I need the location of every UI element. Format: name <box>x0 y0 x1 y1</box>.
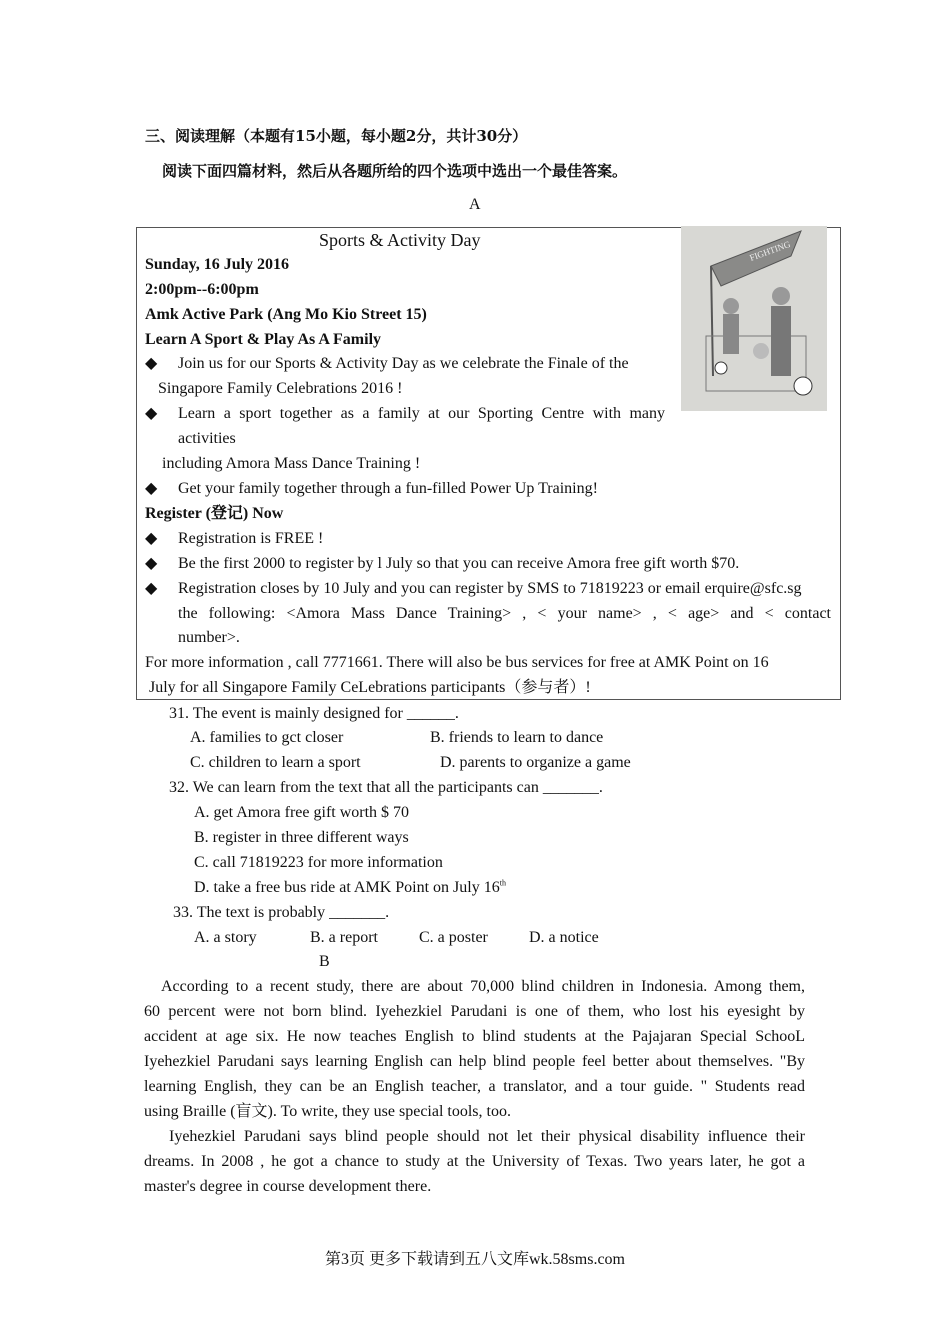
poster-date: Sunday, 16 July 2016 <box>145 256 290 273</box>
bullet-text: Registration is FREE ! <box>178 530 324 547</box>
diamond-bullet-icon: ◆ <box>145 405 158 422</box>
bullet-text: the following: <Amora Mass Dance Training> , < your name> , < age> and < contact <box>178 605 831 622</box>
diamond-bullet-icon: ◆ <box>145 555 158 572</box>
question-31: 31. The event is mainly designed for ______. <box>169 705 459 722</box>
question-32: 32. We can learn from the text that all the participants can _______. <box>169 779 603 796</box>
bullet-text: Join us for our Sports & Activity Day as we celebrate the Finale of the <box>178 355 629 372</box>
passage-line: accident at age six. He now teaches English to blind students at the Pajajaran Special SchooL <box>144 1028 805 1045</box>
passage-line: Iyehezkiel Parudani says blind people should not let their physical disability influence their <box>169 1128 805 1145</box>
diamond-bullet-icon: ◆ <box>145 580 158 597</box>
poster-info: For more information , call 7771661. There will also be bus services for free at AMK Point on 16 <box>145 654 769 671</box>
register-heading: Register (登记) Now <box>145 505 284 522</box>
section-heading: 三、阅读理解（本题有15小题，每小题2分，共计30分） <box>145 127 528 145</box>
bullet-text: Get your family together through a fun-filled Power Up Training! <box>178 480 598 497</box>
passage-line: using Braille (盲文). To write, they use special tools, too. <box>144 1103 511 1120</box>
option: C. call 71819223 for more information <box>194 854 443 871</box>
poster-place: Amk Active Park (Ang Mo Kio Street 15) <box>145 306 427 323</box>
bullet-text: activities <box>178 430 236 447</box>
diamond-bullet-icon: ◆ <box>145 530 158 547</box>
bullet-text: Learn a sport together as a family at our Sporting Centre with many <box>178 405 665 422</box>
bullet-text: including Amora Mass Dance Training ! <box>162 455 421 472</box>
option: A. get Amora free gift worth $ 70 <box>194 804 410 821</box>
family-sports-illustration <box>681 226 827 411</box>
bullet-text: Be the first 2000 to register by l July so that you can receive Amora free gift worth $70. <box>178 555 740 572</box>
poster-time: 2:00pm--6:00pm <box>145 281 259 298</box>
passage-line: According to a recent study, there are about 70,000 blind children in Indonesia. Among them, <box>161 978 805 995</box>
bullet-text: Singapore Family Celebrations 2016 ! <box>158 380 403 397</box>
option: B. friends to learn to dance <box>430 729 604 746</box>
option: D. parents to organize a game <box>440 754 631 771</box>
passage-b-label: B <box>319 953 330 970</box>
option: D. a notice <box>529 929 599 946</box>
poster-slogan: Learn A Sport & Play As A Family <box>145 331 382 348</box>
passage-line: 60 percent were not born blind. Iyehezkiel Parudani is one of them, who lost his eyesight by <box>144 1003 805 1020</box>
poster-info: July for all Singapore Family CeLebrations participants（参与者）! <box>149 679 591 696</box>
section-instruction: 阅读下面四篇材料，然后从各题所给的四个选项中选出一个最佳答案。 <box>162 162 628 180</box>
option: A. a story <box>194 929 257 946</box>
option: B. register in three different ways <box>194 829 409 846</box>
passage-a-label: A <box>469 196 481 213</box>
page-footer: 第3页 更多下载请到五八文库wk.58sms.com <box>324 1251 625 1268</box>
bullet-text: Registration closes by 10 July and you can register by SMS to 71819223 or email erquire@sfc.sg <box>178 580 802 597</box>
diamond-bullet-icon: ◆ <box>145 355 158 372</box>
banner-text: FIGHTING <box>748 238 792 263</box>
poster-title: Sports & Activity Day <box>319 230 481 250</box>
option: C. a poster <box>419 929 488 946</box>
option: C. children to learn a sport <box>190 754 361 771</box>
superscript: th <box>499 878 506 888</box>
option: D. take a free bus ride at AMK Point on July 16 <box>194 879 500 896</box>
bullet-text: number>. <box>178 629 240 646</box>
question-33: 33. The text is probably _______. <box>173 904 390 921</box>
passage-line: master's degree in course development there. <box>144 1178 432 1195</box>
passage-line: learning English, they can be an English teacher, a translator, and a tour guide. " Students read <box>144 1078 805 1095</box>
option: A. families to gct closer <box>190 729 344 746</box>
passage-line: Iyehezkiel Parudani says learning English can help blind people feel better about themselves. "By <box>144 1053 805 1070</box>
passage-line: dreams. In 2008 , he got a chance to study at the University of Texas. Two years later, he got a <box>144 1153 805 1170</box>
diamond-bullet-icon: ◆ <box>145 480 158 497</box>
option: B. a report <box>310 929 378 946</box>
